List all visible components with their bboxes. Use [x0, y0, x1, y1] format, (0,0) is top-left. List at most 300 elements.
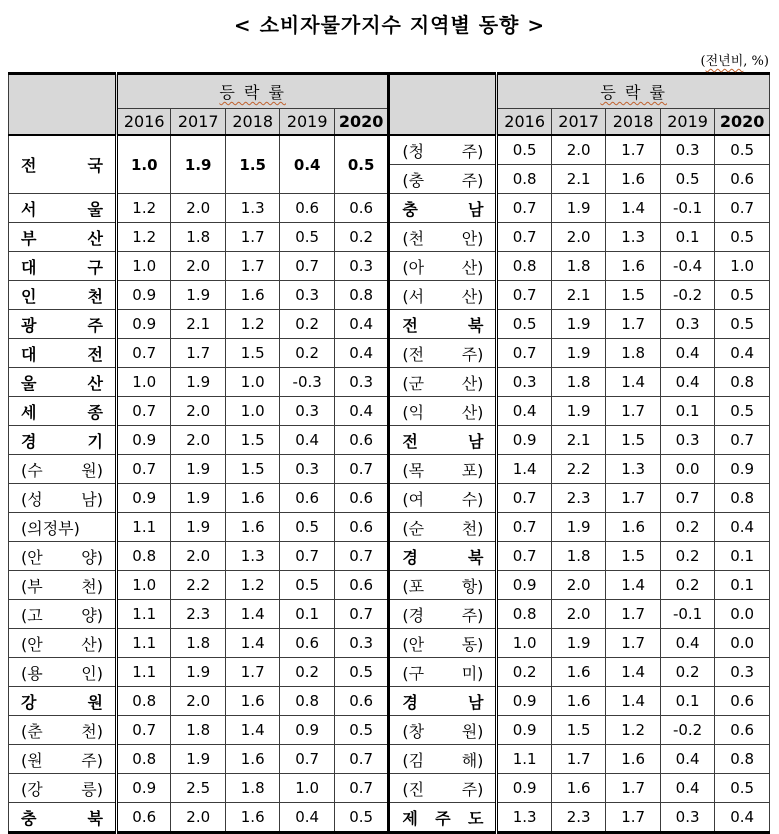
table-row — [9, 687, 770, 716]
region-label — [389, 484, 497, 513]
value-cell: 0.1 — [715, 571, 770, 600]
value-cell: 0.3 — [660, 426, 714, 455]
region-label — [389, 223, 497, 252]
table-row — [9, 223, 770, 252]
region-label — [9, 135, 117, 194]
region-label-text: (충 주) — [402, 170, 484, 190]
value-cell: 0.6 — [334, 484, 389, 513]
value-cell: 1.5 — [551, 716, 605, 745]
region-label-text: 충 남 — [402, 199, 484, 219]
region-label-text: (창 원) — [402, 721, 484, 741]
value-cell: 0.8 — [497, 252, 551, 281]
table-row — [9, 135, 770, 165]
value-cell: 1.5 — [225, 426, 279, 455]
value-cell: 2.1 — [171, 310, 225, 339]
value-cell: 0.4 — [334, 310, 389, 339]
value-cell: 1.1 — [116, 658, 170, 687]
value-cell: 0.4 — [715, 803, 770, 833]
region-label-text: (진 주) — [402, 779, 484, 799]
year-header-2016: 2016 — [116, 109, 170, 136]
value-cell: 1.4 — [225, 600, 279, 629]
value-cell: 0.4 — [715, 513, 770, 542]
value-cell: 0.0 — [715, 600, 770, 629]
value-cell: 0.9 — [116, 426, 170, 455]
value-cell: 0.8 — [497, 600, 551, 629]
unit-note — [0, 50, 769, 69]
value-cell: 0.5 — [334, 716, 389, 745]
value-cell: 0.3 — [660, 135, 714, 165]
year-header-2019: 2019 — [280, 109, 334, 136]
value-cell: 1.8 — [171, 716, 225, 745]
region-label-text: (여 수) — [402, 489, 484, 509]
table-row — [9, 774, 770, 803]
value-cell: 1.4 — [497, 455, 551, 484]
value-cell: 1.9 — [551, 513, 605, 542]
value-cell: 1.6 — [225, 281, 279, 310]
value-cell: 2.3 — [551, 484, 605, 513]
region-label-text: (의정부) — [21, 518, 80, 538]
cpi-table — [8, 72, 770, 834]
value-cell: 0.8 — [715, 368, 770, 397]
region-label-text: (수 원) — [21, 460, 103, 480]
page-title: < 소비자물가지수 지역별 동향 > — [233, 13, 546, 37]
region-label-text: 경 북 — [402, 547, 484, 567]
value-cell: 1.2 — [116, 194, 170, 223]
value-cell: 1.1 — [116, 513, 170, 542]
value-cell: 1.0 — [715, 252, 770, 281]
value-cell: 1.3 — [606, 455, 660, 484]
value-cell: 1.8 — [551, 252, 605, 281]
value-cell: 1.3 — [225, 194, 279, 223]
value-cell: -0.1 — [660, 194, 714, 223]
value-cell: 0.4 — [280, 803, 334, 833]
region-label — [9, 455, 117, 484]
region-label — [389, 281, 497, 310]
value-cell: 0.7 — [116, 716, 170, 745]
unit-note-suffix: , %) — [743, 54, 769, 69]
table-row — [9, 513, 770, 542]
region-label-text: (안 산) — [21, 634, 103, 654]
value-cell: 0.3 — [660, 310, 714, 339]
value-cell: 1.7 — [551, 745, 605, 774]
region-label-text: 전 남 — [402, 431, 484, 451]
region-label-text: (부 천) — [21, 576, 103, 596]
value-cell: 0.8 — [280, 687, 334, 716]
value-cell: 0.3 — [280, 397, 334, 426]
value-cell: 0.2 — [660, 542, 714, 571]
value-cell: 1.2 — [225, 310, 279, 339]
value-cell: 1.6 — [551, 774, 605, 803]
value-cell: 0.3 — [715, 658, 770, 687]
region-label — [389, 339, 497, 368]
year-header-2017: 2017 — [171, 109, 225, 136]
value-cell: 0.9 — [497, 571, 551, 600]
value-cell: 1.1 — [116, 629, 170, 658]
value-cell: 2.0 — [551, 223, 605, 252]
value-cell: 1.9 — [171, 281, 225, 310]
value-cell: 0.7 — [497, 281, 551, 310]
value-cell: 0.2 — [334, 223, 389, 252]
region-label — [9, 745, 117, 774]
value-cell: 1.9 — [171, 484, 225, 513]
value-cell: 1.9 — [551, 194, 605, 223]
value-cell: 1.7 — [606, 484, 660, 513]
value-cell: 0.5 — [497, 310, 551, 339]
value-cell: 0.9 — [116, 484, 170, 513]
value-cell: 1.5 — [225, 455, 279, 484]
change-rate-header-right — [497, 74, 770, 109]
value-cell: 0.8 — [334, 281, 389, 310]
region-label — [389, 716, 497, 745]
value-cell: 2.0 — [171, 542, 225, 571]
value-cell: 0.3 — [660, 803, 714, 833]
value-cell: 1.9 — [171, 368, 225, 397]
value-cell: 1.9 — [171, 658, 225, 687]
table-row — [9, 803, 770, 833]
value-cell: 2.1 — [551, 165, 605, 194]
region-label — [389, 310, 497, 339]
value-cell: 1.3 — [606, 223, 660, 252]
value-cell: 0.5 — [497, 135, 551, 165]
region-label — [389, 252, 497, 281]
value-cell: 1.6 — [551, 687, 605, 716]
value-cell: 1.6 — [225, 687, 279, 716]
value-cell: 1.8 — [171, 629, 225, 658]
value-cell: 1.6 — [225, 745, 279, 774]
region-label-text: 경 기 — [21, 431, 103, 451]
value-cell: 0.4 — [660, 745, 714, 774]
value-cell: 0.5 — [715, 310, 770, 339]
value-cell: -0.2 — [660, 281, 714, 310]
region-label-text: 전 국 — [21, 156, 103, 175]
region-label-text: (전 주) — [402, 344, 484, 364]
region-label — [9, 716, 117, 745]
value-cell: 0.1 — [660, 397, 714, 426]
value-cell: 0.4 — [660, 629, 714, 658]
value-cell: 1.7 — [606, 774, 660, 803]
table-row — [9, 368, 770, 397]
value-cell: 1.4 — [225, 716, 279, 745]
table-row — [9, 339, 770, 368]
region-label — [9, 600, 117, 629]
value-cell: 0.2 — [497, 658, 551, 687]
table-row — [9, 194, 770, 223]
region-label — [9, 310, 117, 339]
value-cell: 1.4 — [606, 571, 660, 600]
value-cell: 1.7 — [606, 397, 660, 426]
value-cell: 0.9 — [497, 687, 551, 716]
table-row — [9, 542, 770, 571]
region-label-text: 대 전 — [21, 344, 103, 364]
value-cell: 1.6 — [551, 658, 605, 687]
region-label — [389, 513, 497, 542]
value-cell: 0.2 — [280, 310, 334, 339]
table-row — [9, 716, 770, 745]
region-label-text: 경 남 — [402, 692, 484, 712]
value-cell: 2.3 — [171, 600, 225, 629]
value-cell: 0.3 — [280, 455, 334, 484]
region-label — [389, 774, 497, 803]
table-row — [9, 455, 770, 484]
value-cell: 1.2 — [606, 716, 660, 745]
value-cell: 0.7 — [334, 600, 389, 629]
value-cell: 1.7 — [606, 135, 660, 165]
region-label-text: 대 구 — [21, 257, 103, 277]
value-cell: 1.7 — [606, 600, 660, 629]
value-cell: 0.7 — [715, 426, 770, 455]
value-cell: 2.0 — [171, 397, 225, 426]
region-label — [9, 368, 117, 397]
value-cell: 1.9 — [551, 339, 605, 368]
value-cell: 1.1 — [497, 745, 551, 774]
year-header-2020: 2020 — [715, 109, 770, 136]
value-cell: 0.7 — [497, 194, 551, 223]
value-cell: 1.4 — [606, 368, 660, 397]
value-cell: 1.0 — [116, 135, 170, 194]
region-label — [389, 397, 497, 426]
value-cell: 0.7 — [334, 745, 389, 774]
value-cell: 0.5 — [334, 803, 389, 833]
value-cell: 1.6 — [606, 252, 660, 281]
value-cell: 0.8 — [497, 165, 551, 194]
value-cell: 0.5 — [334, 135, 389, 194]
region-label — [9, 803, 117, 833]
value-cell: 1.9 — [551, 629, 605, 658]
value-cell: 0.7 — [497, 542, 551, 571]
value-cell: 2.2 — [551, 455, 605, 484]
value-cell: 0.4 — [660, 339, 714, 368]
value-cell: 1.2 — [116, 223, 170, 252]
value-cell: 0.4 — [660, 368, 714, 397]
value-cell: 0.7 — [660, 484, 714, 513]
value-cell: 1.7 — [606, 803, 660, 833]
value-cell: 1.6 — [606, 513, 660, 542]
value-cell: 0.6 — [334, 571, 389, 600]
value-cell: 1.9 — [171, 745, 225, 774]
value-cell: 0.7 — [280, 252, 334, 281]
value-cell: 1.4 — [606, 194, 660, 223]
corner-cell-right — [389, 74, 497, 136]
region-label-text: (강 릉) — [21, 779, 103, 799]
value-cell: 1.8 — [551, 542, 605, 571]
region-label — [9, 571, 117, 600]
value-cell: 0.7 — [116, 397, 170, 426]
year-header-2018: 2018 — [225, 109, 279, 136]
value-cell: 0.1 — [660, 223, 714, 252]
table-row — [9, 484, 770, 513]
value-cell: 0.5 — [280, 571, 334, 600]
value-cell: 1.3 — [497, 803, 551, 833]
value-cell: 0.7 — [334, 455, 389, 484]
value-cell: 0.7 — [497, 513, 551, 542]
value-cell: 0.4 — [280, 135, 334, 194]
table-row — [9, 629, 770, 658]
value-cell: 0.9 — [116, 774, 170, 803]
value-cell: 0.1 — [280, 600, 334, 629]
value-cell: 2.0 — [171, 194, 225, 223]
value-cell: 0.1 — [715, 542, 770, 571]
value-cell: 1.8 — [171, 223, 225, 252]
change-rate-header-left — [116, 74, 388, 109]
table-row — [9, 658, 770, 687]
value-cell: 0.3 — [497, 368, 551, 397]
value-cell: 1.2 — [225, 571, 279, 600]
region-label — [9, 484, 117, 513]
value-cell: 1.8 — [551, 368, 605, 397]
value-cell: 0.8 — [116, 745, 170, 774]
value-cell: 0.6 — [715, 165, 770, 194]
region-label-text: 인 천 — [21, 286, 103, 306]
region-label-text: 전 북 — [402, 315, 484, 335]
value-cell: 0.5 — [334, 658, 389, 687]
value-cell: 1.6 — [606, 165, 660, 194]
value-cell: 2.0 — [551, 135, 605, 165]
value-cell: 0.8 — [116, 542, 170, 571]
value-cell: 0.7 — [116, 455, 170, 484]
region-label — [9, 629, 117, 658]
change-rate-label: 등 락 률 — [219, 83, 286, 102]
region-label-text: (경 주) — [402, 605, 484, 625]
region-label — [9, 339, 117, 368]
value-cell: 0.3 — [334, 368, 389, 397]
value-cell: 0.9 — [497, 716, 551, 745]
value-cell: 2.1 — [551, 281, 605, 310]
value-cell: 1.9 — [171, 455, 225, 484]
region-label-text: (성 남) — [21, 489, 103, 509]
region-label — [389, 135, 497, 165]
value-cell: 2.0 — [551, 571, 605, 600]
value-cell: 2.0 — [171, 426, 225, 455]
value-cell: 0.2 — [280, 658, 334, 687]
value-cell: 0.5 — [715, 774, 770, 803]
value-cell: 0.9 — [116, 310, 170, 339]
region-label-text: 광 주 — [21, 315, 103, 335]
value-cell: 0.7 — [715, 194, 770, 223]
value-cell: 0.4 — [334, 339, 389, 368]
region-label — [389, 629, 497, 658]
value-cell: 0.5 — [715, 223, 770, 252]
value-cell: 1.7 — [225, 658, 279, 687]
region-label-text: 제 주 도 — [402, 808, 484, 828]
region-label — [9, 252, 117, 281]
region-label — [389, 571, 497, 600]
value-cell: 1.1 — [116, 600, 170, 629]
value-cell: 2.0 — [171, 687, 225, 716]
value-cell: 2.0 — [171, 803, 225, 833]
region-label — [9, 281, 117, 310]
value-cell: 1.6 — [606, 745, 660, 774]
value-cell: 1.5 — [225, 339, 279, 368]
region-label-text: (천 안) — [402, 228, 484, 248]
unit-note-prefix: ( — [700, 54, 706, 69]
value-cell: 1.5 — [606, 426, 660, 455]
region-label — [389, 194, 497, 223]
value-cell: 0.5 — [660, 165, 714, 194]
value-cell: 0.7 — [497, 223, 551, 252]
value-cell: 1.0 — [225, 397, 279, 426]
value-cell: 0.4 — [497, 397, 551, 426]
value-cell: 2.0 — [551, 600, 605, 629]
value-cell: 0.6 — [715, 687, 770, 716]
value-cell: 0.6 — [334, 513, 389, 542]
change-rate-label: 등 락 률 — [600, 83, 667, 102]
region-label — [9, 658, 117, 687]
value-cell: 1.5 — [606, 281, 660, 310]
table-body — [9, 135, 770, 833]
value-cell: 2.3 — [551, 803, 605, 833]
value-cell: 1.9 — [551, 397, 605, 426]
value-cell: 1.7 — [225, 223, 279, 252]
value-cell: 1.0 — [225, 368, 279, 397]
value-cell: 1.4 — [606, 658, 660, 687]
table-row — [9, 281, 770, 310]
region-label — [9, 397, 117, 426]
year-header-2016: 2016 — [497, 109, 551, 136]
value-cell: 2.5 — [171, 774, 225, 803]
region-label — [9, 426, 117, 455]
region-label — [389, 745, 497, 774]
region-label-text: (안 동) — [402, 634, 484, 654]
value-cell: 1.9 — [171, 513, 225, 542]
value-cell: 0.3 — [334, 252, 389, 281]
table-row — [9, 310, 770, 339]
table-row — [9, 397, 770, 426]
region-label — [9, 513, 117, 542]
region-label-text: 충 북 — [21, 808, 103, 828]
value-cell: 1.9 — [171, 135, 225, 194]
value-cell: 0.0 — [715, 629, 770, 658]
value-cell: 0.7 — [334, 542, 389, 571]
region-label-text: 서 울 — [21, 199, 103, 219]
value-cell: 0.8 — [715, 745, 770, 774]
region-label-text: 울 산 — [21, 373, 103, 393]
region-label-text: (포 항) — [402, 576, 484, 596]
table-header — [9, 74, 770, 136]
value-cell: 0.4 — [334, 397, 389, 426]
value-cell: 0.6 — [280, 194, 334, 223]
table-row — [9, 252, 770, 281]
value-cell: 2.2 — [171, 571, 225, 600]
value-cell: -0.4 — [660, 252, 714, 281]
value-cell: 2.0 — [171, 252, 225, 281]
value-cell: 0.1 — [660, 687, 714, 716]
region-label — [389, 426, 497, 455]
value-cell: 0.6 — [334, 687, 389, 716]
value-cell: 1.0 — [116, 368, 170, 397]
value-cell: -0.2 — [660, 716, 714, 745]
value-cell: 1.0 — [497, 629, 551, 658]
value-cell: 1.6 — [225, 484, 279, 513]
region-label — [9, 774, 117, 803]
value-cell: 0.7 — [280, 745, 334, 774]
value-cell: 2.1 — [551, 426, 605, 455]
value-cell: 0.6 — [280, 629, 334, 658]
region-label — [9, 542, 117, 571]
value-cell: 1.8 — [225, 774, 279, 803]
region-label-text: (원 주) — [21, 750, 103, 770]
value-cell: 1.8 — [606, 339, 660, 368]
value-cell: 1.6 — [225, 803, 279, 833]
value-cell: 1.6 — [225, 513, 279, 542]
value-cell: 0.9 — [497, 774, 551, 803]
region-label — [389, 687, 497, 716]
value-cell: 0.9 — [116, 281, 170, 310]
value-cell: 0.5 — [715, 281, 770, 310]
region-label — [9, 194, 117, 223]
value-cell: 0.5 — [280, 223, 334, 252]
value-cell: 0.5 — [715, 135, 770, 165]
region-label-text: (청 주) — [402, 141, 484, 161]
